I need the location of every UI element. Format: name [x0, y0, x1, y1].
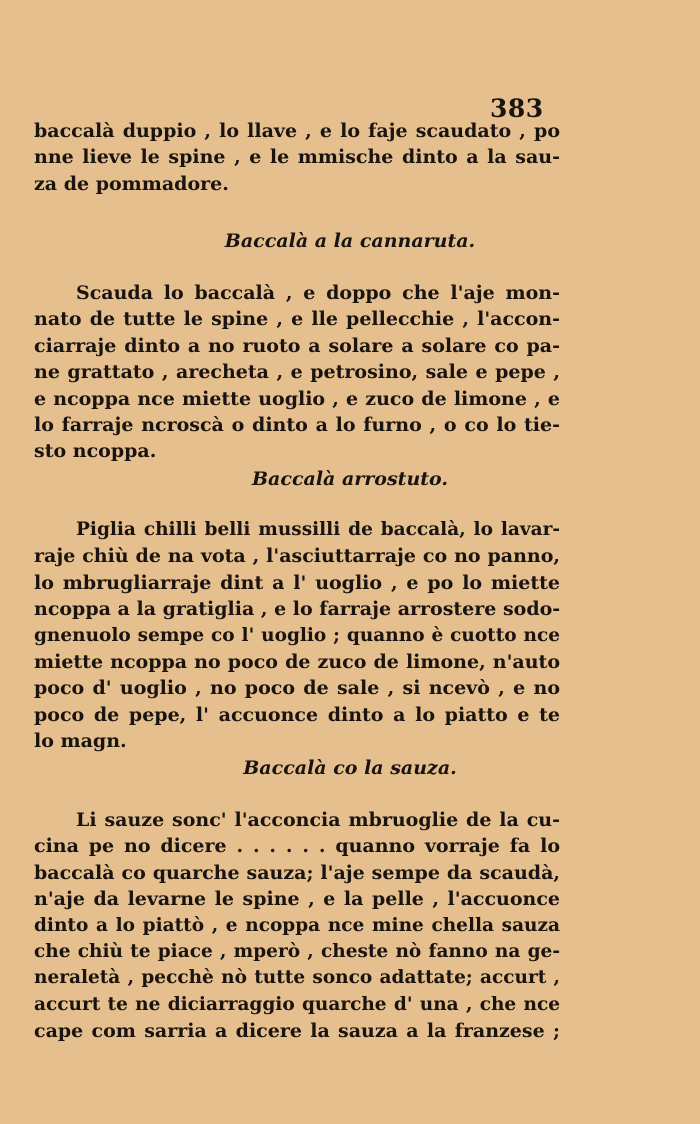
text-line: lo farraje ncroscà o dinto a lo furno , o co lo tie- — [34, 413, 560, 436]
text-line: Li sauze sonc' l'acconcia mbruoglie de la cu- — [76, 809, 560, 831]
text-line: raje chiù de na vota , l'asciuttarraje co no panno, — [34, 545, 560, 568]
text-line: Piglia chilli belli mussilli de baccalà, lo lavar- — [76, 519, 560, 540]
continuation-paragraph — [34, 118, 560, 197]
recipe-heading: Baccalà co la sauza. — [243, 757, 457, 779]
text-line: baccalà co quarche sauza; l'aje sempe da scaudà, — [34, 861, 560, 884]
text-line: nne lieve le spine , e le mmische dinto a la sau- — [34, 146, 560, 169]
text-line: poco de pepe, l' accuonce dinto a lo piatto e te — [34, 703, 560, 726]
recipe-paragraph — [34, 517, 560, 755]
recipe-paragraph — [34, 807, 560, 1045]
text-line: cape com sarria a dicere la sauza a la franzese ; — [34, 1020, 560, 1043]
text-line: lo mbrugliarraje dint a l' uoglio , e po lo miette — [34, 571, 560, 594]
text-line: poco d' uoglio , no poco de sale , si ncevò , e no — [34, 677, 560, 700]
text-line: Scauda lo baccalà , e doppo che l'aje mon- — [76, 282, 560, 304]
text-line: ncoppa a la gratiglia , e lo farraje arrostere sodo- — [34, 598, 560, 621]
text-line: che chiù te piace , mperò , cheste nò fanno na ge- — [34, 940, 560, 962]
text-line: lo magn. — [34, 730, 127, 753]
recipe-heading: Baccalà arrostuto. — [252, 468, 448, 490]
text-line: neraletà , pecchè nò tutte sonco adattate; accurt , — [34, 967, 560, 989]
text-line: ciarraje dinto a no ruoto a solare a solare co pa- — [34, 334, 560, 357]
recipe-heading: Baccalà a la cannaruta. — [224, 230, 476, 252]
text-line: cina pe no dicere . . . . . . quanno vorraje fa lo — [34, 835, 560, 858]
recipe-paragraph — [34, 280, 560, 465]
page-number: 383 — [490, 94, 544, 123]
text-line: e ncoppa nce miette uoglio , e zuco de limone , e — [34, 387, 560, 410]
text-line: dinto a lo piattò , e ncoppa nce mine chella sauza — [34, 914, 560, 936]
text-line: nato de tutte le spine , e lle pellecchie , l'accon- — [34, 308, 560, 331]
text-line: accurt te ne diciarraggio quarche d' una , che nce — [34, 993, 560, 1015]
text-line: ne grattato , arecheta , e petrosino, sale e pepe , — [34, 361, 560, 384]
text-line: baccalà duppio , lo llave , e lo faje scaudato , po — [34, 120, 560, 142]
text-line: miette ncoppa no poco de zuco de limone, n'auto — [34, 650, 560, 673]
text-line: gnenuolo sempe co l' uoglio ; quanno è cuotto nce — [34, 624, 560, 646]
text-line: n'aje da levarne le spine , e la pelle , l'accuonce — [34, 888, 560, 911]
text-line: sto ncoppa. — [34, 440, 157, 463]
text-line: za de pommadore. — [34, 172, 229, 195]
